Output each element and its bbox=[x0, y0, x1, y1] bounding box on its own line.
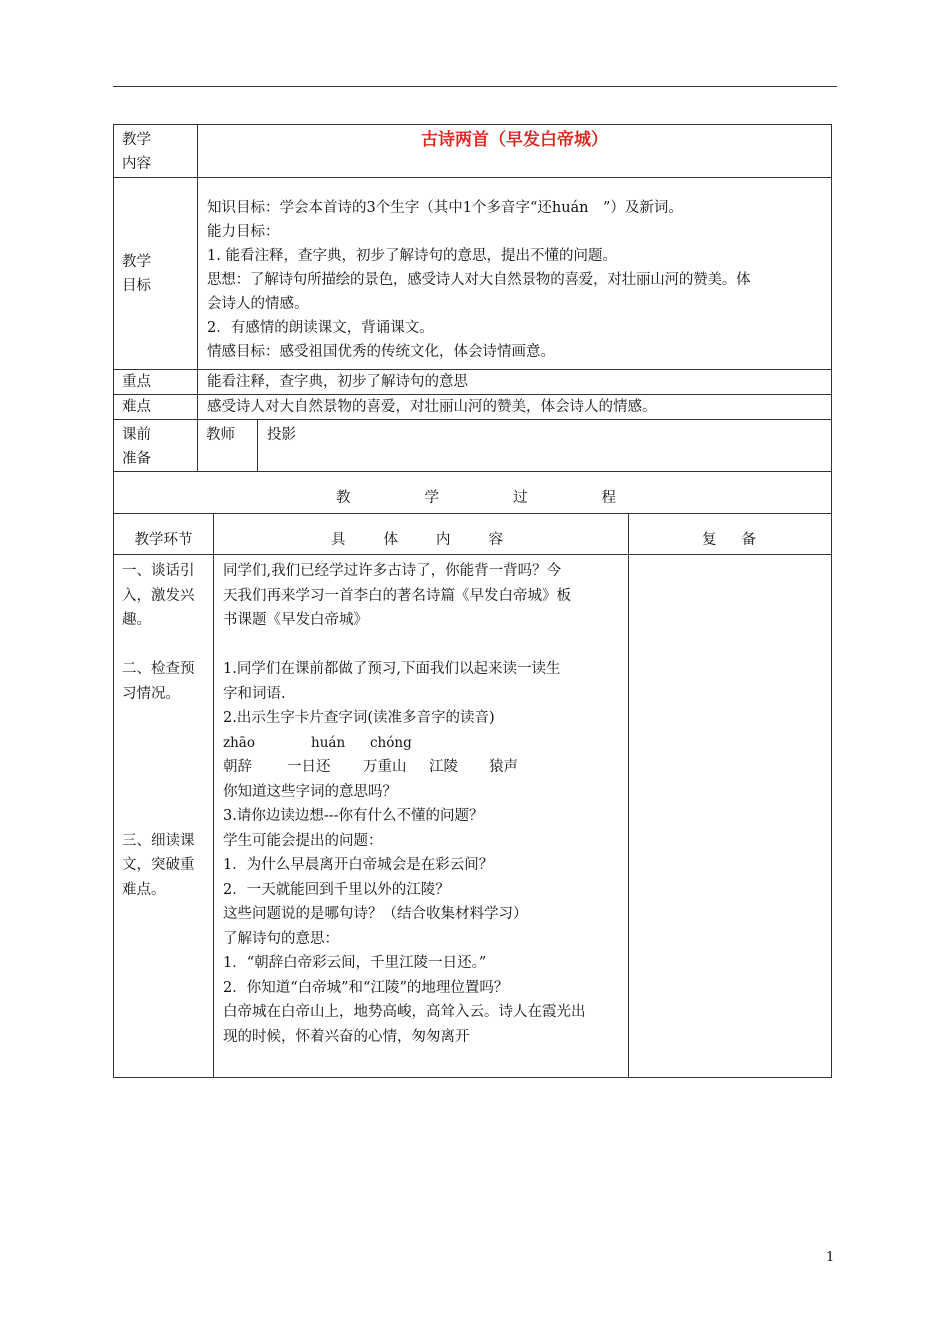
body-line: 白帝城在白帝山上，地势高峻，高耸入云。诗人在霞光出 bbox=[223, 1004, 586, 1020]
col-stage: 教学环节 bbox=[114, 514, 214, 554]
header-rule bbox=[113, 86, 837, 87]
goal-line: 情感目标：感受祖国优秀的传统文化，体会诗情画意。 bbox=[207, 344, 555, 360]
label-goals: 教学 目标 bbox=[114, 178, 198, 369]
row-goals bbox=[114, 177, 831, 369]
row-prep bbox=[114, 419, 831, 471]
body-line: 你知道这些字词的意思吗？ bbox=[223, 783, 397, 800]
body-line: 2．一天就能回到千里以外的江陵？ bbox=[223, 881, 450, 898]
goal-line: 思想：了解诗句所描绘的景色，感受诗人对大自然景物的喜爱，对壮丽山河的赞美。体 bbox=[207, 272, 751, 288]
process-heading: 教 学 过 程 bbox=[336, 490, 616, 506]
body-line: 天我们再来学习一首李白的著名诗篇《早发白帝城》板 bbox=[223, 587, 571, 604]
col-remark: 复 备 bbox=[628, 514, 831, 554]
goal-line: 能力目标： bbox=[207, 224, 280, 240]
row-column-headers bbox=[114, 513, 831, 554]
row-body bbox=[114, 554, 831, 1077]
body-line: 现的时候，怀着兴奋的心情，匆匆离开 bbox=[223, 1028, 470, 1045]
stage-1: 一、谈话引 入，激发兴 趣。 bbox=[122, 563, 195, 628]
row-key-point bbox=[114, 369, 831, 394]
goal-line: 1. 能看注释，查字典，初步了解诗句的意思，提出不懂的问题。 bbox=[207, 248, 617, 264]
col-content: 具 体 内 容 bbox=[331, 532, 503, 548]
body-line: 学生可能会提出的问题： bbox=[223, 832, 383, 849]
body-line: 1．为什么早晨离开白帝城会是在彩云间？ bbox=[223, 857, 494, 873]
prep-teacher: 教师 bbox=[198, 420, 258, 471]
label-key: 重点 bbox=[114, 370, 198, 394]
words-line: 朝辞 一日还 万重山 江陵 猿声 bbox=[223, 759, 518, 775]
body-line: 了解诗句的意思： bbox=[223, 930, 339, 947]
body-line: 同学们,我们已经学过许多古诗了，你能背一背吗？今 bbox=[223, 563, 562, 579]
goal-line: 会诗人的情感。 bbox=[207, 296, 309, 312]
row-content bbox=[114, 125, 831, 177]
label-content: 教学 内容 bbox=[114, 125, 198, 177]
body-line: 1.同学们在课前都做了预习,下面我们以起来读一读生 bbox=[223, 661, 561, 677]
difficulty-text: 感受诗人对大自然景物的喜爱，对壮丽山河的赞美，体会诗人的情感。 bbox=[207, 399, 657, 415]
key-point-text: 能看注释，查字典，初步了解诗句的意思 bbox=[207, 374, 468, 390]
lesson-plan-table bbox=[113, 124, 832, 1078]
goal-line: 知识目标：学会本首诗的3个生字（其中1个多音字“还huán ”）及新词。 bbox=[207, 200, 683, 216]
body-line: 1．“朝辞白帝彩云间，千里江陵一日还。” bbox=[223, 955, 487, 971]
body-line: 字和词语. bbox=[223, 685, 286, 702]
body-line: 这些问题说的是哪句诗？（结合收集材料学习） bbox=[223, 906, 528, 922]
body-line: 2.出示生字卡片查字词(读准多音字的读音) bbox=[223, 710, 495, 726]
body-line: 书课题《早发白帝城》 bbox=[223, 612, 368, 628]
body-line: 2．你知道“白帝城”和“江陵”的地理位置吗？ bbox=[223, 979, 509, 996]
lesson-title: 古诗两首（早发白帝城） bbox=[421, 130, 608, 150]
stage-2: 二、检查预 习情况。 bbox=[122, 661, 195, 702]
stage-3: 三、细读课 文，突破重 难点。 bbox=[122, 832, 195, 898]
prep-material: 投影 bbox=[267, 427, 296, 443]
goals-text bbox=[198, 178, 831, 369]
pinyin-line: zhāo huán chóng bbox=[223, 734, 412, 751]
goal-line: 2．有感情的朗读课文，背诵课文。 bbox=[207, 320, 434, 336]
label-prep: 课前 准备 bbox=[114, 420, 198, 471]
page-number: 1 bbox=[826, 1250, 835, 1265]
remark-column bbox=[628, 555, 831, 1077]
body-line: 3.请你边读边想---你有什么不懂的问题？ bbox=[223, 808, 484, 824]
body-content bbox=[214, 555, 628, 1077]
label-difficulty: 难点 bbox=[114, 395, 198, 419]
stage-column bbox=[114, 555, 214, 1077]
row-difficulty bbox=[114, 394, 831, 419]
row-process-heading bbox=[114, 471, 831, 513]
